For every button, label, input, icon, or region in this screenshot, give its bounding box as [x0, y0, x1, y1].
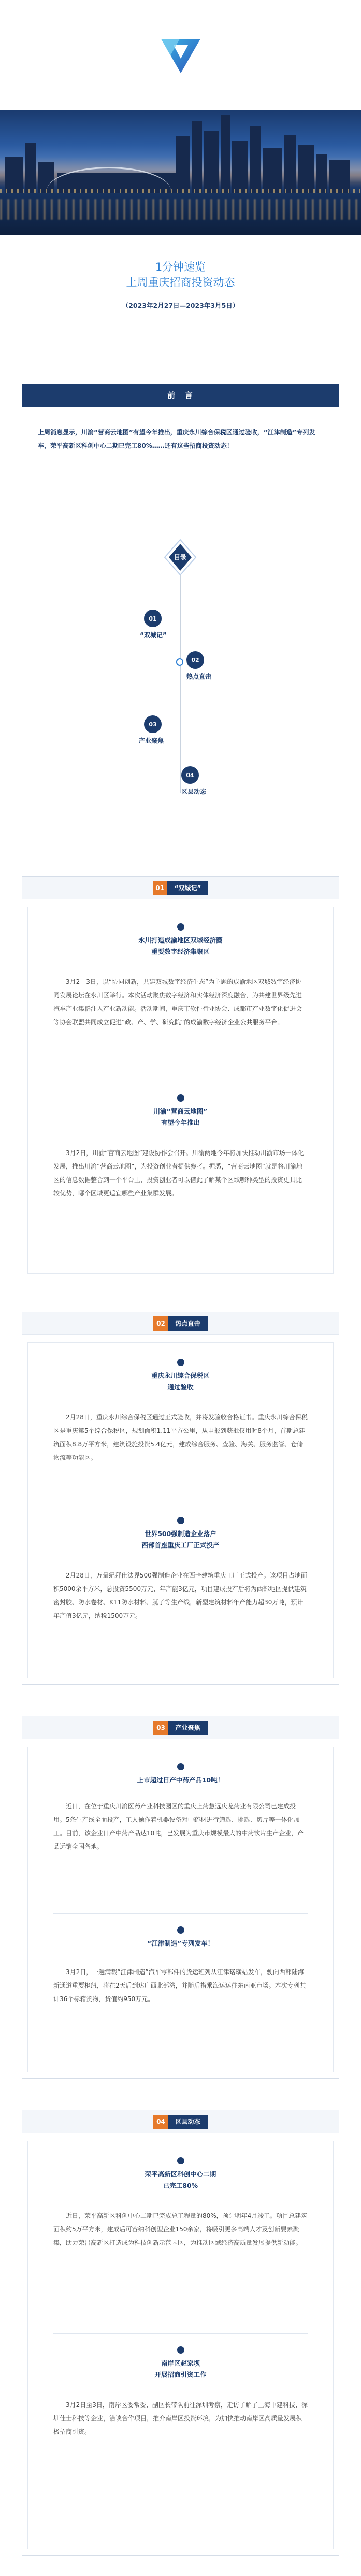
toc-item-03[interactable]: [139, 715, 164, 745]
bullet-icon: [177, 923, 184, 931]
toc-dot: [176, 658, 183, 666]
sub-item: [22, 2346, 339, 2381]
toc-item-01[interactable]: [140, 610, 167, 639]
sub-title: 上市超过日产中药产品10吨！: [137, 1776, 224, 1784]
section-header: [22, 1312, 339, 1335]
bullet-icon: [177, 1359, 184, 1366]
sub-title: “江津制造”专列发车！: [147, 1939, 214, 1947]
section-quxian: [22, 2110, 339, 2556]
sub-title: 永川打造成渝地区双城经济圈: [138, 936, 223, 944]
toc-num: 04: [181, 766, 199, 784]
sub-item: [22, 1926, 339, 1949]
section-num: 04: [153, 2115, 168, 2129]
preface-heading: 前 言: [22, 384, 339, 407]
sub-title: 荣平高新区科创中心二期: [145, 2170, 216, 2178]
sub-title: 重庆永川综合保税区: [151, 1372, 210, 1380]
section-header: [22, 1716, 339, 1739]
toc-line: [180, 575, 181, 793]
toc-item-04[interactable]: [181, 766, 206, 796]
title-line-2: 上周重庆招商投资动态: [126, 276, 235, 289]
section-num: 02: [153, 1316, 168, 1331]
sub-text: 3月2日，一趟满载“江津制造”汽车零部件的货运班列从江津珞璜站发车，驶向西部陆海新通道重要枢纽，将在2天后到达广西北部湾，并随后搭乘海运运往东南亚市场。本次专列共计36个标箱货物，货值约950万元。: [53, 1968, 306, 2003]
bullet-icon: [177, 1763, 184, 1770]
sub-title-2: 通过验收: [167, 1383, 194, 1391]
bullet-icon: [177, 2346, 184, 2354]
sub-text: 3月2—3日，以“协同创新，共建双城数字经济生态”为主题的成渝地区双城数字经济协同发展论坛在永川区举行。本次活动聚焦数字经济和实体经济深度融合，为共建世界级先进汽车产业集群注入产业新动能。活动期间，重庆市软件行业协会、成都市产业数字化促进会等协会联盟共同成立促进“政、产、学、研究院”的成渝数字经济企业公共服务平台。: [53, 978, 302, 1026]
section-chanye: [22, 1716, 339, 2079]
toc-title: 目录: [174, 554, 186, 561]
toc-item-02[interactable]: [176, 658, 211, 681]
sub-title-2: 有望今年推出: [161, 1119, 200, 1127]
sub-title: 世界500强制造企业落户: [145, 1530, 216, 1538]
title-line-1: 1分钟速览: [155, 261, 206, 273]
section-num: 03: [153, 1721, 168, 1735]
sub-title-2: 已完工80%: [163, 2181, 198, 2189]
city-skyline-photo: [0, 110, 361, 235]
section-num: 01: [153, 881, 167, 895]
sub-text: 近日，荣平高新区科创中心二期已完成总工程量的80%，预计明年4月竣工。项目总建筑面积约5万平方米，建成后可容纳科创型企业150余家，将吸引更多高端人才及创新要素聚集，助力荣昌高新区打造成为科技创新示范园区，为推动区域经济高质量发展提供新动能。: [53, 2212, 308, 2246]
section-redian: [22, 1312, 339, 1685]
sub-item: [22, 1517, 339, 1551]
bullet-icon: [177, 1517, 184, 1524]
section-name: 区县动态: [168, 2115, 207, 2129]
section-name: 产业聚焦: [168, 1721, 207, 1735]
sub-title: 川渝“营商云地图”: [153, 1107, 208, 1115]
toc-num: 01: [144, 610, 162, 627]
toc-label: 热点直击: [186, 673, 212, 680]
sub-item: [22, 2157, 339, 2191]
section-shuangchengji: [22, 876, 339, 1280]
sub-item: [22, 923, 339, 958]
sub-item: [22, 1359, 339, 1393]
triangle-logo-icon: [159, 35, 203, 75]
bullet-icon: [177, 1926, 184, 1934]
title-block: [0, 235, 361, 358]
preface-body: 上周消息显示，川渝“营商云地图”有望今年推出，重庆永川综合保税区通过验收，“江津制造”专列发车，荣平高新区科创中心二期已完工80%……还有这些招商投资动态！: [38, 429, 315, 449]
sub-title-2: 西部首座重庆工厂正式投产: [141, 1541, 220, 1549]
section-header: [22, 2110, 339, 2133]
toc-num: 03: [144, 715, 162, 733]
date-range: （2023年2月27日—2023年3月5日）: [122, 302, 239, 309]
toc-label: 区县动态: [181, 788, 207, 795]
sub-text: 2月28日，万量纪拜仕法界500强制造企业在西卡建筑重庆工厂正式投产。该项目占地面积5000余平方米，总投资5500万元，年产能3亿元，项目建成投产后将为西部地区提供建筑密封胶、防水卷材、K11防水材料、腻子等生产线，新型建筑材料年产能力超30万吨，预计年产值3亿元，纳税1500万元。: [53, 1572, 307, 1620]
sub-item: [22, 1094, 339, 1129]
bullet-icon: [177, 2157, 184, 2164]
sub-text: 3月2日至3日，南岸区委常委、副区长带队前往深圳考察，走访了解了上海中建科技、深圳佳士科技等企业，洽谈合作项目，推介南岸区投资环境，为加快推动南岸区高质量发展积极招商引资。: [53, 2401, 308, 2436]
section-name: “双城记”: [167, 881, 209, 895]
logo-header: [0, 0, 361, 110]
sub-title-2: 重要数字经济集聚区: [151, 948, 210, 955]
section-header: [22, 877, 339, 899]
preface-box: [22, 384, 339, 487]
bullet-icon: [177, 1094, 184, 1102]
toc-label: “双城记”: [140, 631, 167, 639]
toc-num: 02: [186, 651, 204, 669]
sub-text: 2月28日，重庆永川综合保税区通过正式验收，并将发验收合格证书。重庆永川综合保税区是重庆第5个综合保税区，规划面积1.11平方公里，从申报到获批仅用时8个月，首期总建筑面积8.8万平方米，建筑设施投资5.4亿元，建成综合服务、查验、海关、服务监管、仓储物流等功能区。: [53, 1414, 308, 1461]
sub-text: 3月2日，川渝“营商云地图”建设协作会召开。川渝两地今年将加快推动川渝市场一体化发展，推出川渝“营商云地图”，为投资创业者提供参考。据悉，“营商云地图”就是将川渝地区的信息数据整合到一个平台上，投资创业者可以借此了解某个区域哪种类型的投资更具比较优势，哪个区域更适宜哪些产业集群发展。: [53, 1149, 304, 1197]
section-name: 热点直击: [168, 1316, 207, 1331]
toc-label: 产业聚焦: [139, 737, 164, 744]
toc-heading: [160, 537, 201, 578]
sub-item: [22, 1763, 339, 1786]
sub-title: 南岸区赵家坝: [161, 2359, 200, 2367]
sub-title-2: 开展招商引资工作: [154, 2371, 207, 2378]
sub-text: 近日，在位于重庆川渝医药产业科技园区的重庆上药慧远庆龙药业有限公司已建成投用。5条生产线全面投产，工人操作着机器设备对中药材进行筛选、挑选、切片等一体化加工。目前，该企业日产中药产品达10吨，已发展为重庆市规模最大的中药饮片生产企业，产品远销全国各地。: [53, 1803, 304, 1850]
